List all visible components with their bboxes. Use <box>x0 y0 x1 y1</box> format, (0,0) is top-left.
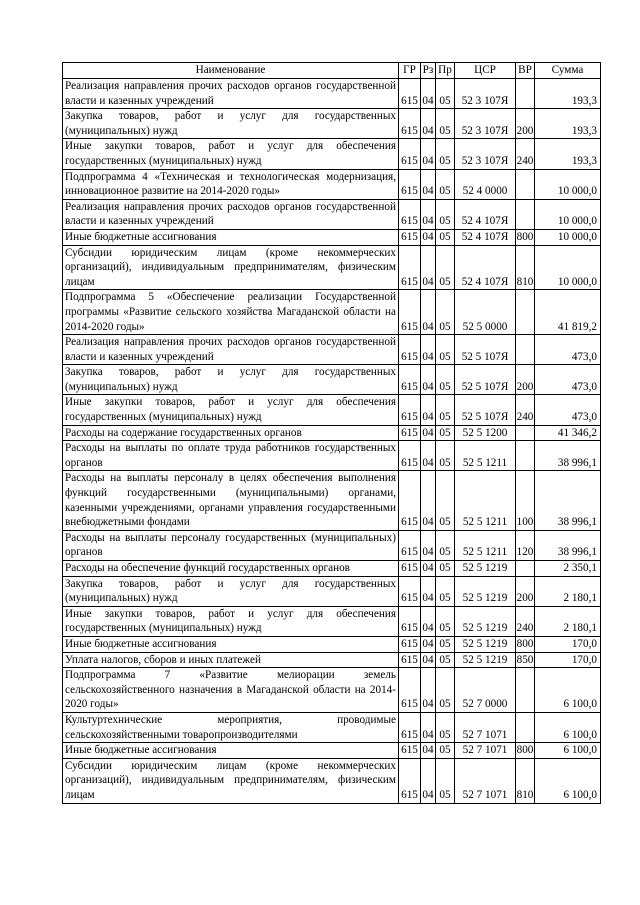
cell-vr: 100 <box>516 471 535 530</box>
cell-csr: 52 3 107Я <box>455 109 516 139</box>
cell-pr: 05 <box>436 245 455 290</box>
table-row <box>63 561 601 577</box>
cell-sum: 38 996,1 <box>535 471 601 530</box>
cell-csr: 52 7 1071 <box>455 743 516 759</box>
cell-vr: 200 <box>516 109 535 139</box>
cell-rz: 04 <box>421 530 436 560</box>
cell-sum: 2 350,1 <box>535 561 601 577</box>
header-csr: ЦСР <box>455 63 516 79</box>
cell-rz: 04 <box>421 365 436 395</box>
cell-gr: 615 <box>399 335 421 365</box>
cell-csr: 52 5 1211 <box>455 471 516 530</box>
table-row <box>63 139 601 169</box>
cell-vr <box>516 169 535 199</box>
cell-sum: 38 996,1 <box>535 441 601 471</box>
cell-vr <box>516 712 535 742</box>
cell-csr: 52 5 0000 <box>455 290 516 335</box>
cell-gr: 615 <box>399 139 421 169</box>
cell-vr: 200 <box>516 365 535 395</box>
cell-rz: 04 <box>421 79 436 109</box>
cell-pr: 05 <box>436 758 455 803</box>
cell-sum: 10 000,0 <box>535 169 601 199</box>
cell-csr: 52 4 107Я <box>455 229 516 245</box>
cell-gr: 615 <box>399 743 421 759</box>
cell-vr: 800 <box>516 743 535 759</box>
cell-pr: 05 <box>436 365 455 395</box>
cell-csr: 52 5 107Я <box>455 365 516 395</box>
cell-rz: 04 <box>421 335 436 365</box>
cell-sum: 2 180,1 <box>535 606 601 636</box>
cell-pr: 05 <box>436 290 455 335</box>
cell-csr: 52 4 107Я <box>455 245 516 290</box>
document-page <box>62 62 600 804</box>
cell-gr: 615 <box>399 245 421 290</box>
cell-name: Субсидии юридическим лицам (кроме некоммерческих организаций), индивидуальным предпринимателям, физическим лицам <box>63 758 399 803</box>
cell-sum: 6 100,0 <box>535 712 601 742</box>
cell-pr: 05 <box>436 652 455 668</box>
cell-csr: 52 4 107Я <box>455 199 516 229</box>
cell-gr: 615 <box>399 471 421 530</box>
table-row <box>63 335 601 365</box>
cell-name: Расходы на выплаты персоналу в целях обеспечения выполнения функций государственными (муниципальными) органами, казенными учреждениями, органами управления государственными внебюджетными фондами <box>63 471 399 530</box>
cell-vr: 810 <box>516 758 535 803</box>
cell-gr: 615 <box>399 636 421 652</box>
cell-pr: 05 <box>436 606 455 636</box>
cell-vr: 240 <box>516 139 535 169</box>
table-row <box>63 471 601 530</box>
cell-csr: 52 5 1219 <box>455 636 516 652</box>
cell-vr: 240 <box>516 606 535 636</box>
cell-gr: 615 <box>399 425 421 441</box>
cell-gr: 615 <box>399 668 421 713</box>
cell-pr: 05 <box>436 576 455 606</box>
cell-pr: 05 <box>436 229 455 245</box>
cell-sum: 170,0 <box>535 636 601 652</box>
header-vr: ВР <box>516 63 535 79</box>
cell-rz: 04 <box>421 471 436 530</box>
cell-gr: 615 <box>399 606 421 636</box>
cell-rz: 04 <box>421 169 436 199</box>
cell-vr: 120 <box>516 530 535 560</box>
cell-vr: 200 <box>516 576 535 606</box>
cell-rz: 04 <box>421 245 436 290</box>
cell-gr: 615 <box>399 576 421 606</box>
cell-gr: 615 <box>399 530 421 560</box>
cell-name: Расходы на выплаты по оплате труда работников государственных органов <box>63 441 399 471</box>
cell-sum: 193,3 <box>535 109 601 139</box>
cell-name: Субсидии юридическим лицам (кроме некоммерческих организаций), индивидуальным предпринимателям, физическим лицам <box>63 245 399 290</box>
cell-gr: 615 <box>399 109 421 139</box>
cell-csr: 52 7 1071 <box>455 712 516 742</box>
table-row <box>63 169 601 199</box>
cell-gr: 615 <box>399 199 421 229</box>
cell-pr: 05 <box>436 109 455 139</box>
cell-gr: 615 <box>399 652 421 668</box>
header-rz: Рз <box>421 63 436 79</box>
cell-name: Реализация направления прочих расходов органов государственной власти и казенных учреждений <box>63 199 399 229</box>
cell-csr: 52 5 1219 <box>455 606 516 636</box>
cell-csr: 52 5 1211 <box>455 441 516 471</box>
cell-sum: 6 100,0 <box>535 758 601 803</box>
table-row <box>63 425 601 441</box>
table-row <box>63 245 601 290</box>
cell-name: Иные закупки товаров, работ и услуг для обеспечения государственных (муниципальных) нужд <box>63 606 399 636</box>
cell-gr: 615 <box>399 169 421 199</box>
table-row <box>63 636 601 652</box>
cell-name: Иные бюджетные ассигнования <box>63 743 399 759</box>
cell-rz: 04 <box>421 441 436 471</box>
cell-name: Реализация направления прочих расходов органов государственной власти и казенных учреждений <box>63 79 399 109</box>
cell-rz: 04 <box>421 395 436 425</box>
cell-vr: 850 <box>516 652 535 668</box>
cell-name: Закупка товаров, работ и услуг для государственных (муниципальных) нужд <box>63 576 399 606</box>
header-name: Наименование <box>63 63 399 79</box>
cell-sum: 10 000,0 <box>535 199 601 229</box>
cell-sum: 193,3 <box>535 79 601 109</box>
cell-sum: 10 000,0 <box>535 229 601 245</box>
cell-name: Иные закупки товаров, работ и услуг для обеспечения государственных (муниципальных) нужд <box>63 139 399 169</box>
cell-name: Культуртехнические мероприятия, проводимые сельскохозяйственными товаропроизводителями <box>63 712 399 742</box>
table-row <box>63 441 601 471</box>
cell-pr: 05 <box>436 530 455 560</box>
table-row <box>63 668 601 713</box>
cell-name: Расходы на содержание государственных органов <box>63 425 399 441</box>
cell-vr <box>516 335 535 365</box>
cell-sum: 6 100,0 <box>535 668 601 713</box>
cell-vr <box>516 79 535 109</box>
cell-pr: 05 <box>436 169 455 199</box>
cell-rz: 04 <box>421 199 436 229</box>
cell-pr: 05 <box>436 712 455 742</box>
table-row <box>63 606 601 636</box>
cell-pr: 05 <box>436 79 455 109</box>
table-row <box>63 395 601 425</box>
cell-name: Расходы на обеспечение функций государственных органов <box>63 561 399 577</box>
cell-rz: 04 <box>421 636 436 652</box>
cell-pr: 05 <box>436 335 455 365</box>
cell-vr <box>516 441 535 471</box>
cell-rz: 04 <box>421 652 436 668</box>
cell-name: Уплата налогов, сборов и иных платежей <box>63 652 399 668</box>
cell-rz: 04 <box>421 668 436 713</box>
table-header-row <box>63 63 601 79</box>
table-row <box>63 365 601 395</box>
cell-vr <box>516 290 535 335</box>
cell-name: Иные бюджетные ассигнования <box>63 636 399 652</box>
header-sum: Сумма <box>535 63 601 79</box>
cell-csr: 52 4 0000 <box>455 169 516 199</box>
cell-rz: 04 <box>421 576 436 606</box>
cell-rz: 04 <box>421 743 436 759</box>
cell-sum: 38 996,1 <box>535 530 601 560</box>
cell-name: Иные бюджетные ассигнования <box>63 229 399 245</box>
cell-csr: 52 3 107Я <box>455 79 516 109</box>
cell-csr: 52 3 107Я <box>455 139 516 169</box>
cell-vr <box>516 668 535 713</box>
cell-pr: 05 <box>436 561 455 577</box>
cell-name: Подпрограмма 7 «Развитие мелиорации земель сельскохозяйственного назначения в Магаданской области на 2014-2020 годы» <box>63 668 399 713</box>
cell-pr: 05 <box>436 743 455 759</box>
cell-pr: 05 <box>436 425 455 441</box>
table-row <box>63 743 601 759</box>
cell-gr: 615 <box>399 441 421 471</box>
cell-sum: 6 100,0 <box>535 743 601 759</box>
budget-table <box>62 62 601 804</box>
cell-pr: 05 <box>436 668 455 713</box>
cell-rz: 04 <box>421 290 436 335</box>
cell-vr <box>516 561 535 577</box>
cell-gr: 615 <box>399 290 421 335</box>
table-row <box>63 652 601 668</box>
cell-rz: 04 <box>421 606 436 636</box>
table-row <box>63 758 601 803</box>
cell-sum: 193,3 <box>535 139 601 169</box>
cell-rz: 04 <box>421 758 436 803</box>
cell-sum: 473,0 <box>535 365 601 395</box>
cell-sum: 10 000,0 <box>535 245 601 290</box>
table-row <box>63 712 601 742</box>
cell-gr: 615 <box>399 365 421 395</box>
cell-vr: 800 <box>516 636 535 652</box>
cell-name: Закупка товаров, работ и услуг для государственных (муниципальных) нужд <box>63 365 399 395</box>
cell-gr: 615 <box>399 229 421 245</box>
cell-pr: 05 <box>436 441 455 471</box>
header-pr: Пр <box>436 63 455 79</box>
cell-rz: 04 <box>421 425 436 441</box>
cell-vr: 240 <box>516 395 535 425</box>
cell-sum: 473,0 <box>535 335 601 365</box>
cell-csr: 52 5 1211 <box>455 530 516 560</box>
cell-sum: 473,0 <box>535 395 601 425</box>
cell-gr: 615 <box>399 395 421 425</box>
cell-rz: 04 <box>421 109 436 139</box>
cell-csr: 52 7 0000 <box>455 668 516 713</box>
cell-vr: 800 <box>516 229 535 245</box>
header-gr: ГР <box>399 63 421 79</box>
table-row <box>63 109 601 139</box>
cell-gr: 615 <box>399 712 421 742</box>
cell-pr: 05 <box>436 471 455 530</box>
cell-sum: 170,0 <box>535 652 601 668</box>
cell-vr <box>516 425 535 441</box>
table-row <box>63 576 601 606</box>
cell-gr: 615 <box>399 79 421 109</box>
cell-csr: 52 5 107Я <box>455 335 516 365</box>
cell-rz: 04 <box>421 712 436 742</box>
cell-csr: 52 5 1200 <box>455 425 516 441</box>
table-row <box>63 79 601 109</box>
cell-name: Иные закупки товаров, работ и услуг для обеспечения государственных (муниципальных) нужд <box>63 395 399 425</box>
cell-name: Подпрограмма 4 «Техническая и технологическая модернизация, инновационное развитие на 2014-2020 годы» <box>63 169 399 199</box>
table-row <box>63 229 601 245</box>
cell-vr: 810 <box>516 245 535 290</box>
cell-rz: 04 <box>421 561 436 577</box>
cell-gr: 615 <box>399 561 421 577</box>
cell-name: Закупка товаров, работ и услуг для государственных (муниципальных) нужд <box>63 109 399 139</box>
cell-csr: 52 7 1071 <box>455 758 516 803</box>
cell-rz: 04 <box>421 139 436 169</box>
cell-name: Реализация направления прочих расходов органов государственной власти и казенных учреждений <box>63 335 399 365</box>
cell-sum: 41 819,2 <box>535 290 601 335</box>
table-body <box>63 79 601 804</box>
cell-pr: 05 <box>436 636 455 652</box>
cell-gr: 615 <box>399 758 421 803</box>
cell-csr: 52 5 1219 <box>455 652 516 668</box>
cell-rz: 04 <box>421 229 436 245</box>
cell-name: Расходы на выплаты персоналу государственных (муниципальных) органов <box>63 530 399 560</box>
cell-name: Подпрограмма 5 «Обеспечение реализации Государственной программы «Развитие сельского хозяйства Магаданской области на 2014-2020 годы» <box>63 290 399 335</box>
cell-pr: 05 <box>436 395 455 425</box>
cell-sum: 2 180,1 <box>535 576 601 606</box>
cell-vr <box>516 199 535 229</box>
table-row <box>63 290 601 335</box>
cell-csr: 52 5 1219 <box>455 576 516 606</box>
cell-pr: 05 <box>436 139 455 169</box>
cell-sum: 41 346,2 <box>535 425 601 441</box>
cell-csr: 52 5 107Я <box>455 395 516 425</box>
table-row <box>63 530 601 560</box>
cell-pr: 05 <box>436 199 455 229</box>
cell-csr: 52 5 1219 <box>455 561 516 577</box>
table-row <box>63 199 601 229</box>
